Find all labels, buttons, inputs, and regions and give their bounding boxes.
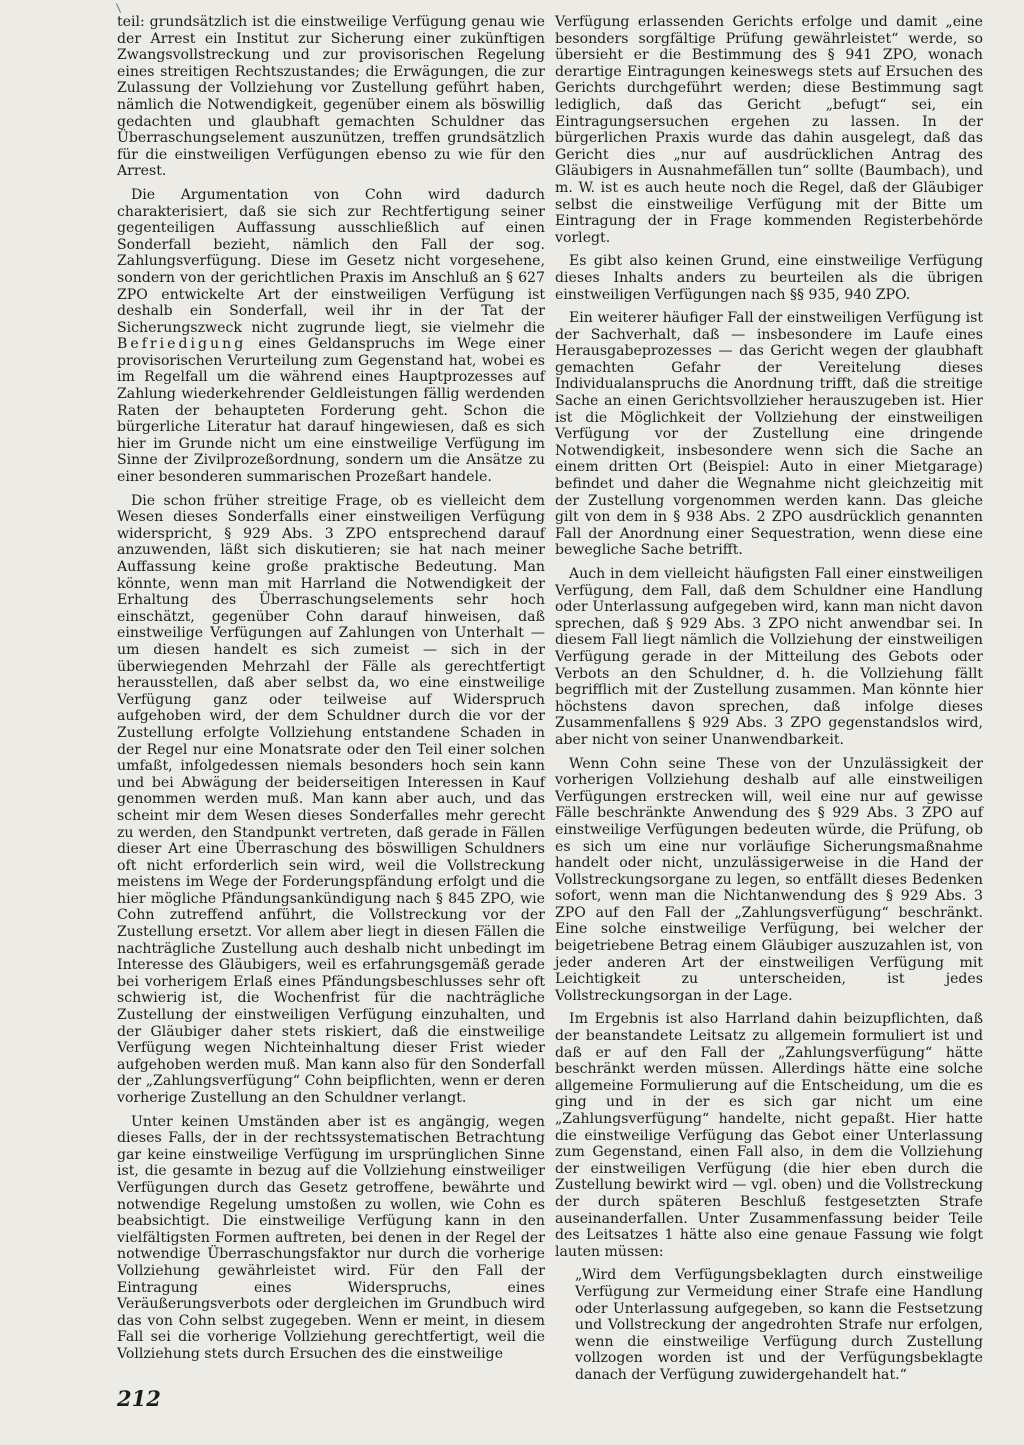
margin-mark [116, 3, 121, 12]
text-run: Die Argumentation von Cohn wird dadurch charakterisiert, daß sie sich zur Rechtfertigung seiner gegenteiligen Auffassung ausschließlich auf einen Sonderfall bezieht, nämlich den Fall der sog. Zahlungsverfügung. Diese im Gesetz nicht vorgesehene, sondern von der gerichtlichen Praxis im Anschluß an § 627 ZPO entwickelte Art der einstweiligen Verfügung ist deshalb ein Sonderfall, weil ihr in der Tat der Sicherungszweck nicht zugrunde liegt, sie vielmehr die [117, 186, 545, 336]
paragraph: Ein weiterer häufiger Fall der einstweiligen Verfügung ist der Sachverhalt, daß — insbesondere im Laufe eines Herausgabeprozesses — das Gericht wegen der glaubhaft gemachten Gefahr der Vereitelung dieses Individualanspruchs die Anordnung trifft, daß die streitige Sache an einen Gerichtsvollzieher herauszugeben ist. Hier ist die Möglichkeit der Vollziehung der einstweiligen Verfügung vor der Zustellung eine dringende Notwendigkeit, insbesondere wenn sich die Sache an einem dritten Ort (Beispiel: Auto in einer Mietgarage) befindet und daher die Wegnahme nicht gleichzeitig mit der Zustellung vorgenommen werden kann. Das gleiche gilt von dem in § 938 Abs. 2 ZPO ausdrücklich genannten Fall der Anordnung einer Sequestration, wenn diese eine bewegliche Sache betrifft. [555, 310, 983, 559]
text-run: eines Geldanspruchs im Wege einer provisorischen Verurteilung zum Gegenstand hat, wobei es im Regelfall um die während eines Hauptprozesses auf Zahlung wiederkehrender Geldleistungen fällig werdenden Raten der behaupteten Forderung geht. Schon die bürgerliche Literatur hat darauf hingewiesen, daß es sich hier im Grunde nicht um eine einstweilige Verfügung im Sinne der Zivilprozeßordnung, sondern um die Ansätze zu einer besonderen summarischen Prozeßart handele. [117, 336, 545, 486]
paragraph: teil: grundsätzlich ist die einstweilige Verfügung genau wie der Arrest ein Institut zur Sicherung einer zukünftigen Zwangsvollstreckung und zur provisorischen Regelung eines streitigen Rechtszustandes; die Erwägungen, die zur Zulassung der Vollziehung vor Zustellung geführt haben, nämlich die Notwendigkeit, gegenüber einem als böswillig gedachten und glaubhaft gemachten Schuldner das Überraschungselement auszunützen, treffen grundsätzlich für die einstweiligen Verfügungen ebenso zu wie für den Arrest. [117, 14, 545, 180]
right-column [555, 14, 983, 1391]
paragraph: Im Ergebnis ist also Harrland dahin beizupflichten, daß der beanstandete Leitsatz zu allgemein formuliert ist und daß er auf den Fall der „Zahlungsverfügung“ hätte beschränkt werden müssen. Allerdings hätte eine solche allgemeine Formulierung auf die Entscheidung, um die es ging und in der es sich gar nicht um eine „Zahlungsverfügung“ handelte, nicht gepaßt. Hier hatte die einstweilige Verfügung das Gebot einer Unterlassung zum Gegenstand, einen Fall also, in dem die Vollziehung der einstweiligen Verfügung (die hier eben durch die Zustellung bewirkt wird — vgl. oben) und die Vollstreckung der durch späteren Beschluß festgesetzten Strafe auseinanderfallen. Unter Zusammenfassung beider Teile des Leitsatzes 1 hätte also eine genaue Fassung wie folgt lauten müssen: [555, 1011, 983, 1260]
paragraph: Unter keinen Umständen aber ist es angängig, wegen dieses Falls, der in der rechtssystematischen Betrachtung gar keine einstweilige Verfügung im ursprünglichen Sinne ist, die gesamte in bezug auf die Vollziehung einstweiliger Verfügungen durch das Gesetz getroffene, bewährte und notwendige Regelung umstoßen zu wollen, wie Cohn es beabsichtigt. Die einstweilige Verfügung kann in den vielfältigsten Formen auftreten, bei denen in der Regel der notwendige Überraschungsfaktor nur durch die vorherige Vollziehung gewährleistet wird. Für den Fall der Eintragung eines Widerspruchs, eines Veräußerungsverbots oder dergleichen im Grundbuch wird das von Cohn selbst zugegeben. Wenn er meint, in diesem Fall sei die vorherige Vollziehung gerechtfertigt, weil die Vollziehung stets durch Ersuchen des die einstweilige [117, 1113, 545, 1362]
paragraph: Die schon früher streitige Frage, ob es vielleicht dem Wesen dieses Sonderfalls einer einstweiligen Verfügung widerspricht, § 929 Abs. 3 ZPO entsprechend darauf anzuwenden, läßt sich diskutieren; sie hat nach meiner Auffassung keine große praktische Bedeutung. Man könnte, wenn man mit Harrland die Notwendigkeit der Erhaltung des Überraschungselements sehr hoch einschätzt, gegenüber Cohn darauf hinweisen, daß einstweilige Verfügungen auf Zahlungen von Unterhalt — um diesen handelt es sich zumeist — sich in der überwiegenden Mehrzahl der Fälle als gerechtfertigt herausstellen, daß aber selbst da, wo eine einstweilige Verfügung ganz oder teilweise auf Widerspruch aufgehoben wird, der dem Schuldner durch die vor der Zustellung erfolgte Vollziehung entstandene Schaden in der Regel nur eine Monatsrate oder den Teil einer solchen umfaßt, infolgedessen niemals besonders hoch sein kann und bei Abwägung der beiderseitigen Interessen in Kauf genommen werden muß. Man kann aber auch, und das scheint mir dem Wesen dieses Sonderfalles mehr gerecht zu werden, den Standpunkt vertreten, daß gerade in Fällen dieser Art eine Überraschung des böswilligen Schuldners oft nicht erforderlich sein wird, weil die Vollstreckung meistens im Wege der Forderungspfändung erfolgt und die hier mögliche Pfändungsankündigung nach § 845 ZPO, wie Cohn zutreffend anführt, die Vollstreckung vor der Zustellung ersetzt. Vor allem aber liegt in diesen Fällen die nachträgliche Zustellung auch deshalb nicht unbedingt im Interesse des Gläubigers, weil es erfahrungsgemäß gerade bei vorherigem Erlaß eines Pfändungsbeschlusses sehr oft schwierig ist, die Wochenfrist für die nachträgliche Zustellung der einstweiligen Verfügung einzuhalten, und der Gläubiger daher stets riskiert, daß die einstweilige Verfügung wegen Nichteinhaltung dieser Frist wieder aufgehoben werden muß. Man kann also für den Sonderfall der „Zahlungsverfügung“ Cohn beipflichten, wenn er deren vorherige Zustellung an den Schuldner verlangt. [117, 492, 545, 1106]
spaced-emphasis: Befriedigung [117, 336, 247, 353]
paragraph [117, 187, 545, 486]
paragraph: Verfügung erlassenden Gerichts erfolge und damit „eine besonders sorgfältige Prüfung gewährleistet“ werde, so übersieht er die Bestimmung des § 941 ZPO, wonach derartige Eintragungen keineswegs stets auf Ersuchen des Gerichts durchgeführt werden; diese Bestimmung sagt lediglich, daß das Gericht „befugt“ sei, ein Eintragungsersuchen ergehen zu lassen. In der bürgerlichen Praxis wurde das dahin ausgelegt, daß das Gericht dies „nur auf ausdrücklichen Antrag des Gläubigers in Ausnahmefällen tun“ sollte (Baumbach), und m. W. ist es auch heute noch die Regel, daß der Gläubiger selbst die einstweilige Verfügung mit der Bitte um Eintragung der in Frage kommenden Registerbehörde vorlegt. [555, 14, 983, 246]
paragraph: Auch in dem vielleicht häufigsten Fall einer einstweiligen Verfügung, dem Fall, daß dem Schuldner eine Handlung oder Unterlassung aufgegeben wird, kann man nicht davon sprechen, daß § 929 Abs. 3 ZPO nicht anwendbar sei. In diesem Fall liegt nämlich die Vollziehung der einstweiligen Verfügung gerade in der Mitteilung des Gebots oder Verbots an den Schuldner, d. h. die Vollziehung fällt begrifflich mit der Zustellung zusammen. Man könnte hier höchstens davon sprechen, daß infolge dieses Zusammenfallens § 929 Abs. 3 ZPO gegenstandslos wird, aber nicht von seiner Unanwendbarkeit. [555, 566, 983, 748]
paragraph: Es gibt also keinen Grund, eine einstweilige Verfügung dieses Inhalts anders zu beurteilen als die übrigen einstweiligen Verfügungen nach §§ 935, 940 ZPO. [555, 253, 983, 303]
page-number: 212 [117, 1386, 161, 1411]
left-column [117, 14, 545, 1370]
paragraph: Wenn Cohn seine These von der Unzulässigkeit der vorherigen Vollziehung deshalb auf alle einstweiligen Verfügungen erstrecken will, weil eine nur auf gewisse Fälle beschränkte Anwendung des § 929 Abs. 3 ZPO auf einstweilige Verfügungen bedeuten würde, die Prüfung, ob es sich um eine nur vorläufige Sicherungsmaßnahme handelt oder nicht, unzulässigerweise in die Hand der Vollstreckungsorgane zu legen, so entfällt dieses Bedenken sofort, wenn man die Nichtanwendung des § 929 Abs. 3 ZPO auf den Fall der „Zahlungsverfügung“ beschränkt. Eine solche einstweilige Verfügung, bei welcher der beigetriebene Betrag einem Gläubiger auszuzahlen ist, von jeder anderen Art der einstweiligen Verfügung mit Leichtigkeit zu unterscheiden, ist jedes Vollstreckungsorgan in der Lage. [555, 755, 983, 1004]
block-quote: „Wird dem Verfügungsbeklagten durch einstweilige Verfügung zur Vermeidung einer Strafe eine Handlung oder Unterlassung aufgegeben, so kann die Festsetzung und Vollstreckung der angedrohten Strafe nur erfolgen, wenn die einstweilige Verfügung durch Zustellung vollzogen worden ist und der Verfügungsbeklagte danach der Verfügung zuwidergehandelt hat.“ [575, 1267, 983, 1383]
